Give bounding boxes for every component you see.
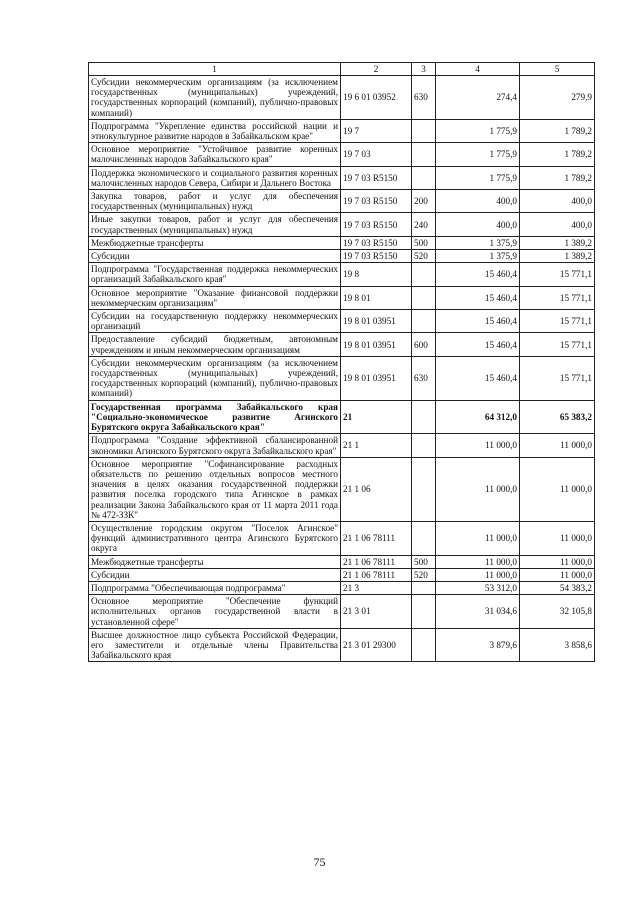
row-code-cell: 19 8 bbox=[341, 263, 412, 286]
row-amount-year1-cell: 3 879,6 bbox=[436, 628, 520, 662]
row-code-cell: 19 7 03 R5150 bbox=[341, 236, 412, 249]
row-amount-year1-cell: 1 375,9 bbox=[436, 236, 520, 249]
row-name-cell: Субсидии bbox=[89, 250, 341, 263]
row-name-cell: Субсидии bbox=[89, 568, 341, 581]
row-amount-year1-cell: 11 000,0 bbox=[436, 521, 520, 555]
row-code-cell: 19 7 03 R5150 bbox=[341, 190, 412, 213]
row-amount-year1-cell: 31 034,6 bbox=[436, 595, 520, 629]
table-row bbox=[89, 236, 595, 249]
row-name-cell: Осуществление городским округом "Поселок Агинское" функций административного центра Агинского Бурятского округа bbox=[89, 521, 341, 555]
table-row bbox=[89, 521, 595, 555]
row-amount-year1-cell: 15 460,4 bbox=[436, 310, 520, 333]
row-name-cell: Закупка товаров, работ и услуг для обеспечения государственных (муниципальных) нужд bbox=[89, 190, 341, 213]
row-expense-type-cell: 520 bbox=[412, 250, 436, 263]
row-expense-type-cell bbox=[412, 595, 436, 629]
row-name-cell: Государственная программа Забайкальского края "Социально-экономическое развитие Агинского Бурятского округа Забайкальского края" bbox=[89, 400, 341, 434]
row-expense-type-cell bbox=[412, 263, 436, 286]
row-name-cell: Основное мероприятие "Оказание финансовой поддержки некоммерческим организациям" bbox=[89, 286, 341, 309]
row-code-cell: 19 7 03 bbox=[341, 143, 412, 166]
row-name-cell: Высшее должностное лицо субъекта Российской Федерации, его заместители и отдельные члены Правительства Забайкальского края bbox=[89, 628, 341, 662]
row-amount-year2-cell: 1 789,2 bbox=[520, 143, 595, 166]
row-code-cell: 19 8 01 03951 bbox=[341, 310, 412, 333]
row-amount-year1-cell: 15 460,4 bbox=[436, 333, 520, 356]
row-amount-year1-cell: 274,4 bbox=[436, 76, 520, 120]
row-code-cell: 21 1 06 bbox=[341, 457, 412, 521]
page-number: 75 bbox=[313, 855, 326, 869]
row-amount-year2-cell: 65 383,2 bbox=[520, 400, 595, 434]
row-amount-year1-cell: 11 000,0 bbox=[436, 434, 520, 457]
row-amount-year1-cell: 53 312,0 bbox=[436, 581, 520, 594]
row-expense-type-cell bbox=[412, 434, 436, 457]
row-name-cell: Межбюджетные трансферты bbox=[89, 555, 341, 568]
header-col-2: 2 bbox=[341, 63, 412, 76]
row-amount-year2-cell: 11 000,0 bbox=[520, 568, 595, 581]
table-row bbox=[89, 457, 595, 521]
table-row bbox=[89, 119, 595, 142]
row-amount-year2-cell: 15 771,1 bbox=[520, 286, 595, 309]
table-row bbox=[89, 555, 595, 568]
row-expense-type-cell: 630 bbox=[412, 356, 436, 400]
row-amount-year2-cell: 1 789,2 bbox=[520, 119, 595, 142]
row-amount-year2-cell: 11 000,0 bbox=[520, 555, 595, 568]
row-expense-type-cell: 500 bbox=[412, 236, 436, 249]
row-name-cell: Межбюджетные трансферты bbox=[89, 236, 341, 249]
table-row bbox=[89, 250, 595, 263]
row-expense-type-cell bbox=[412, 166, 436, 189]
row-name-cell: Подпрограмма "Укрепление единства российской нации и этнокультурное развитие народов в Забайкальском крае" bbox=[89, 119, 341, 142]
row-amount-year2-cell: 400,0 bbox=[520, 190, 595, 213]
row-name-cell: Основное мероприятие "Устойчивое развитие коренных малочисленных народов Забайкальского края" bbox=[89, 143, 341, 166]
row-code-cell: 21 bbox=[341, 400, 412, 434]
header-col-4: 4 bbox=[436, 63, 520, 76]
row-amount-year2-cell: 11 000,0 bbox=[520, 457, 595, 521]
row-expense-type-cell bbox=[412, 119, 436, 142]
row-name-cell: Подпрограмма "Обеспечивающая подпрограмма" bbox=[89, 581, 341, 594]
row-amount-year2-cell: 1 389,2 bbox=[520, 236, 595, 249]
table-row bbox=[89, 263, 595, 286]
row-amount-year1-cell: 1 775,9 bbox=[436, 143, 520, 166]
row-amount-year1-cell: 15 460,4 bbox=[436, 263, 520, 286]
row-name-cell: Основное мероприятие "Софинансирование расходных обязательств по решению отдельных вопросов местного значения в целях оказания государственной поддержки развития поселка городского типа Агинское в рамках реализации Закона Забайкальского края от 11 марта 2011 года № 472-ЗЗК" bbox=[89, 457, 341, 521]
row-amount-year1-cell: 11 000,0 bbox=[436, 555, 520, 568]
row-code-cell: 19 8 01 03951 bbox=[341, 333, 412, 356]
row-expense-type-cell bbox=[412, 581, 436, 594]
table-header-row bbox=[89, 63, 595, 76]
row-expense-type-cell: 520 bbox=[412, 568, 436, 581]
row-name-cell: Подпрограмма "Создание эффективной сбалансированной экономики Агинского Бурятского округа Забайкальского края" bbox=[89, 434, 341, 457]
row-amount-year2-cell: 15 771,1 bbox=[520, 310, 595, 333]
row-amount-year1-cell: 1 775,9 bbox=[436, 166, 520, 189]
row-amount-year2-cell: 15 771,1 bbox=[520, 356, 595, 400]
row-expense-type-cell bbox=[412, 143, 436, 166]
table-row bbox=[89, 568, 595, 581]
table-row bbox=[89, 595, 595, 629]
row-amount-year1-cell: 11 000,0 bbox=[436, 457, 520, 521]
row-name-cell: Подпрограмма "Государственная поддержка некоммерческих организаций Забайкальского края" bbox=[89, 263, 341, 286]
row-code-cell: 21 1 06 78111 bbox=[341, 568, 412, 581]
table-row bbox=[89, 166, 595, 189]
row-expense-type-cell: 240 bbox=[412, 213, 436, 236]
row-code-cell: 19 8 01 03951 bbox=[341, 356, 412, 400]
row-expense-type-cell bbox=[412, 286, 436, 309]
table-row bbox=[89, 213, 595, 236]
row-code-cell: 21 3 bbox=[341, 581, 412, 594]
row-code-cell: 19 6 01 03952 bbox=[341, 76, 412, 120]
row-amount-year1-cell: 11 000,0 bbox=[436, 568, 520, 581]
row-amount-year2-cell: 15 771,1 bbox=[520, 263, 595, 286]
table-row bbox=[89, 356, 595, 400]
budget-table bbox=[88, 62, 595, 662]
row-name-cell: Поддержка экономического и социального развития коренных малочисленных народов Севера, Сибири и Дальнего Востока bbox=[89, 166, 341, 189]
row-code-cell: 19 7 03 R5150 bbox=[341, 213, 412, 236]
row-amount-year2-cell: 54 383,2 bbox=[520, 581, 595, 594]
row-amount-year1-cell: 15 460,4 bbox=[436, 356, 520, 400]
row-expense-type-cell bbox=[412, 310, 436, 333]
header-col-1: 1 bbox=[89, 63, 341, 76]
row-expense-type-cell bbox=[412, 521, 436, 555]
row-amount-year1-cell: 1 375,9 bbox=[436, 250, 520, 263]
row-amount-year1-cell: 400,0 bbox=[436, 190, 520, 213]
row-amount-year1-cell: 1 775,9 bbox=[436, 119, 520, 142]
row-amount-year2-cell: 15 771,1 bbox=[520, 333, 595, 356]
table-row bbox=[89, 190, 595, 213]
row-amount-year2-cell: 400,0 bbox=[520, 213, 595, 236]
row-amount-year2-cell: 1 789,2 bbox=[520, 166, 595, 189]
row-expense-type-cell: 200 bbox=[412, 190, 436, 213]
row-expense-type-cell bbox=[412, 400, 436, 434]
row-amount-year2-cell: 11 000,0 bbox=[520, 521, 595, 555]
row-code-cell: 21 1 06 78111 bbox=[341, 521, 412, 555]
row-expense-type-cell: 630 bbox=[412, 76, 436, 120]
row-expense-type-cell: 600 bbox=[412, 333, 436, 356]
table-row bbox=[89, 310, 595, 333]
row-amount-year2-cell: 1 389,2 bbox=[520, 250, 595, 263]
row-expense-type-cell bbox=[412, 457, 436, 521]
row-name-cell: Субсидии некоммерческим организациям (за исключением государственных (муниципальных) учреждений, государственных корпораций (компаний), публично-правовых компаний) bbox=[89, 76, 341, 120]
row-name-cell: Субсидии некоммерческим организациям (за исключением государственных (муниципальных) учреждений, государственных корпораций (компаний), публично-правовых компаний) bbox=[89, 356, 341, 400]
table-row bbox=[89, 286, 595, 309]
row-name-cell: Основное мероприятие "Обеспечение функций исполнительных органов государственной власти в установленной сфере" bbox=[89, 595, 341, 629]
row-code-cell: 21 1 bbox=[341, 434, 412, 457]
row-code-cell: 19 7 03 R5150 bbox=[341, 250, 412, 263]
header-col-3: 3 bbox=[412, 63, 436, 76]
row-amount-year2-cell: 3 858,6 bbox=[520, 628, 595, 662]
table-row bbox=[89, 143, 595, 166]
row-expense-type-cell: 500 bbox=[412, 555, 436, 568]
row-name-cell: Предоставление субсидий бюджетным, автономным учреждениям и иным некоммерческим организациям bbox=[89, 333, 341, 356]
row-amount-year1-cell: 15 460,4 bbox=[436, 286, 520, 309]
table-row bbox=[89, 400, 595, 434]
table-row bbox=[89, 581, 595, 594]
row-code-cell: 19 8 01 bbox=[341, 286, 412, 309]
table-row bbox=[89, 434, 595, 457]
row-name-cell: Субсидии на государственную поддержку некоммерческих организаций bbox=[89, 310, 341, 333]
row-expense-type-cell bbox=[412, 628, 436, 662]
table-row bbox=[89, 76, 595, 120]
row-amount-year2-cell: 279,9 bbox=[520, 76, 595, 120]
header-col-5: 5 bbox=[520, 63, 595, 76]
table-row bbox=[89, 628, 595, 662]
row-code-cell: 19 7 bbox=[341, 119, 412, 142]
row-amount-year2-cell: 11 000,0 bbox=[520, 434, 595, 457]
row-amount-year2-cell: 32 105,8 bbox=[520, 595, 595, 629]
row-code-cell: 19 7 03 R5150 bbox=[341, 166, 412, 189]
table-row bbox=[89, 333, 595, 356]
row-amount-year1-cell: 64 312,0 bbox=[436, 400, 520, 434]
row-code-cell: 21 3 01 bbox=[341, 595, 412, 629]
row-name-cell: Иные закупки товаров, работ и услуг для обеспечения государственных (муниципальных) нужд bbox=[89, 213, 341, 236]
row-amount-year1-cell: 400,0 bbox=[436, 213, 520, 236]
row-code-cell: 21 1 06 78111 bbox=[341, 555, 412, 568]
row-code-cell: 21 3 01 29300 bbox=[341, 628, 412, 662]
